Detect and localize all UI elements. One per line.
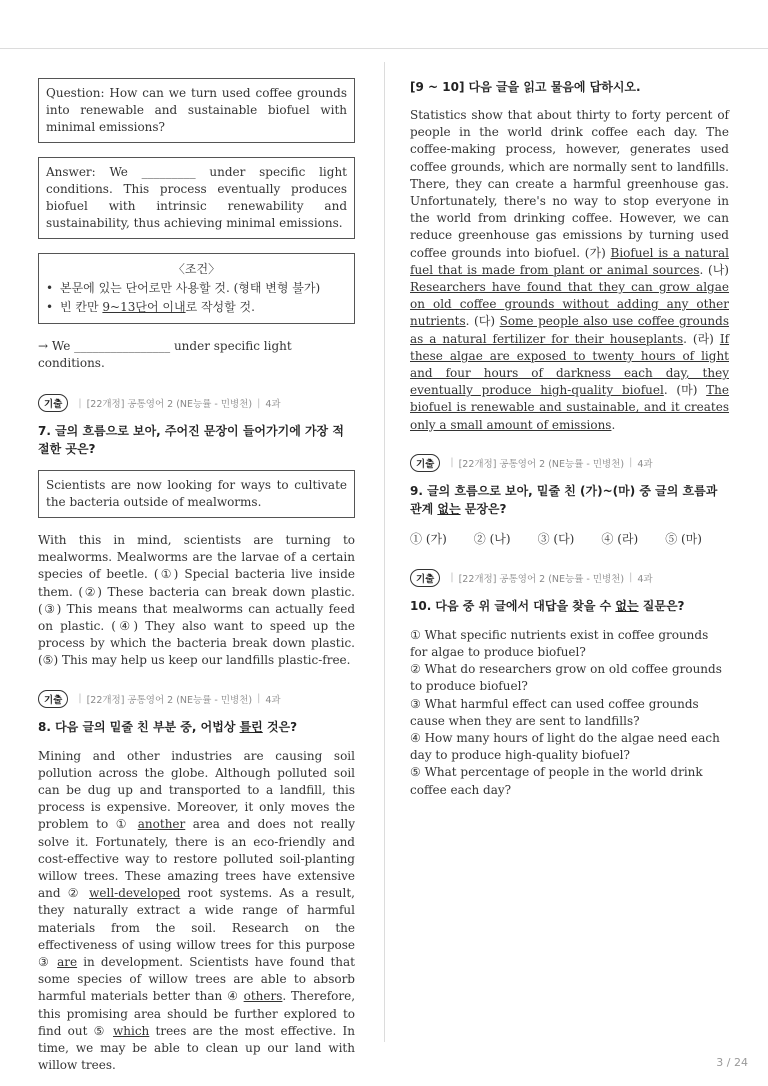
underlined-sentence: Some people also use coffee grounds as a natural fertilizer for their houseplants [410, 314, 729, 346]
underlined-word: are [57, 955, 78, 970]
header-rule [0, 48, 768, 49]
question-box: Question: How can we turn used coffee grounds into renewable and sustainable biofuel with minimal emissions? [38, 78, 355, 143]
underlined-word: well-developed [89, 886, 181, 901]
option-4[interactable]: ④ How many hours of light do the algae need each day to produce high-quality biofuel? [410, 731, 720, 763]
coffee-passage: Statistics show that about thirty to forty percent of people in the world drink coffee each day. The coffee-making process, however, generates used coffee grounds, which are normally sent to landfills. There, they can create a harmful greenhouse gas. Unfortunately, there's no way to stop everyone in the world from drinking coffee. However, we can reduce greenhouse gas emissions by turning used coffee grounds into biofuel. (가) Biofuel is a natural fuel that is made from plant or animal sources. (나) Researchers have found that they can grow algae on old coffee grounds without adding any other nutrients. (다) Some people also use coffee grounds as a natural fertilizer for their houseplants. (라) If these algae are exposed to twenty hours of light and four hours of darkness each day, they eventually produce high-quality biofuel. (마) The biofuel is renewable and sustainable, and it creates only a small amount of emissions. [410, 108, 730, 432]
underlined-sentence: Biofuel is a natural fuel that is made from plant or animal sources [410, 245, 729, 277]
condition-item [46, 298, 347, 317]
bullet-icon: • [46, 281, 54, 295]
underlined-word: another [137, 817, 186, 832]
option-5[interactable]: ⑤ What percentage of people in the world drink coffee each day? [410, 765, 703, 797]
underlined-sentence: The biofuel is renewable and sustainable, and it creates only a small amount of emissions [410, 383, 730, 432]
choice-1[interactable]: ① (가) [410, 531, 447, 546]
underlined-word: which [113, 1023, 150, 1038]
page-number: 3 / 24 [716, 1056, 748, 1069]
answer-box: Answer: We _________ under specific light conditions. This process eventually produces biofuel with intrinsic renewability and sustainability, thus achieving minimal emissions. [38, 157, 355, 239]
underlined-sentence: If these algae are exposed to twenty hours of light and four hours of darkness each day, they eventually produce high-quality biofuel [410, 331, 730, 398]
choice-2[interactable]: ② (나) [473, 531, 511, 546]
q7-title: 7. 글의 흐름으로 보아, 주어진 문장이 들어가기에 가장 적절한 곳은? [38, 424, 344, 456]
option-2[interactable]: ② What do researchers grow on old coffee grounds to produce biofuel? [410, 662, 722, 694]
condition-item [46, 279, 347, 298]
exam-tag: 기출 [38, 394, 68, 412]
q10-options [410, 627, 729, 799]
exam-tag: 기출 [38, 690, 68, 708]
source-text: [22개정] 공통영어 2 (NE능률 - 민병천) [86, 694, 253, 706]
bullet-icon: • [46, 300, 54, 314]
right-column [410, 78, 729, 799]
conditions-title: 〈조건〉 [172, 262, 221, 276]
q9-choices [410, 530, 729, 547]
lesson-text: 4과 [265, 694, 281, 706]
word-limit-underline: 9~13단어 이내 [102, 300, 186, 314]
lesson-text: 4과 [637, 458, 653, 470]
choice-3[interactable]: ③ (다) [537, 531, 575, 546]
condition-text: 본문에 있는 단어로만 사용할 것. (형태 변형 불가) [60, 281, 321, 295]
column-divider [384, 62, 385, 1042]
q7-source: 기출 | [22개정] 공통영어 2 (NE능률 - 민병천) | 4과 [38, 394, 355, 412]
q8-title: 8. 다음 글의 밑줄 친 부분 중, 어법상 틀린 것은? [38, 719, 298, 734]
choice-4[interactable]: ④ (라) [601, 531, 639, 546]
option-1[interactable]: ① What specific nutrients exist in coffee grounds for algae to produce biofuel? [410, 627, 709, 660]
q9-title: 9. 글의 흐름으로 보아, 밑줄 친 (가)~(마) 중 글의 흐름과 관계 없는 문장은? [410, 483, 718, 516]
q10-source: 기출 | [22개정] 공통영어 2 (NE능률 - 민병천) | 4과 [410, 569, 729, 587]
exam-tag: 기출 [410, 569, 440, 587]
underlined-word: others [243, 989, 283, 1004]
q9-source: 기출 | [22개정] 공통영어 2 (NE능률 - 민병천) | 4과 [410, 454, 729, 472]
source-text: [22개정] 공통영어 2 (NE능률 - 민병천) [86, 399, 253, 410]
q7-given-sentence: Scientists are now looking for ways to cultivate the bacteria outside of mealworms. [38, 470, 355, 518]
lesson-text: 4과 [265, 399, 281, 410]
q8-passage: Mining and other industries are causing soil pollution across the globe. Although polluted soil can be dug up and transported to a landfill, this process is expensive. Moreover, it only moves the problem to ① another area and does not really solve it. Fortunately, there is an eco-friendly and cost-effective way to restore polluted soil-planting willow trees. These amazing trees have extensive and ② well-developed root systems. As a result, they naturally extract a wide range of harmful materials from the soil. Research on the effectiveness of using willow trees for this purpose ③ are in development. Scientists have found that some species of willow trees are able to absorb harmful materials better than ④ others. Therefore, this promising area should be further explored to find out ⑤ which trees are the most effective. In time, we may be able to clean up our land with willow trees. [38, 748, 356, 1073]
q10-title: 10. 다음 중 위 글에서 대답을 찾을 수 없는 질문은? [410, 598, 685, 613]
section-title: [9 ~ 10] 다음 글을 읽고 물음에 답하시오. [410, 80, 641, 94]
source-text: [22개정] 공통영어 2 (NE능률 - 민병천) [458, 573, 625, 585]
exam-tag: 기출 [410, 454, 440, 472]
answer-line: → We ________________ under specific light conditions. [38, 339, 292, 370]
q8-source: 기출 | [22개정] 공통영어 2 (NE능률 - 민병천) | 4과 [38, 690, 355, 708]
option-3[interactable]: ③ What harmful effect can used coffee grounds cause when they are sent to landfills? [410, 696, 699, 728]
source-text: [22개정] 공통영어 2 (NE능률 - 민병천) [458, 458, 625, 470]
conditions-box [38, 253, 355, 324]
left-column [38, 78, 355, 1074]
underlined-sentence: Researchers have found that they can grow algae on old coffee grounds without adding any other nutrients [410, 280, 729, 329]
choice-5[interactable]: ⑤ (마) [665, 531, 702, 546]
condition-text: 빈 칸만 9~13단어 이내로 작성할 것. [60, 300, 255, 314]
q7-passage: With this in mind, scientists are turning to mealworms. Mealworms are the larvae of a certain species of beetle. (①) Special bacteria live inside them. (②) These bacteria can break down plastic. (③) This means that mealworms can actually feed on plastic. (④) They also want to speed up the process by which the bacteria break down plastic. (⑤) This may help us keep our landfills plastic-free. [38, 533, 355, 668]
lesson-text: 4과 [637, 573, 653, 585]
